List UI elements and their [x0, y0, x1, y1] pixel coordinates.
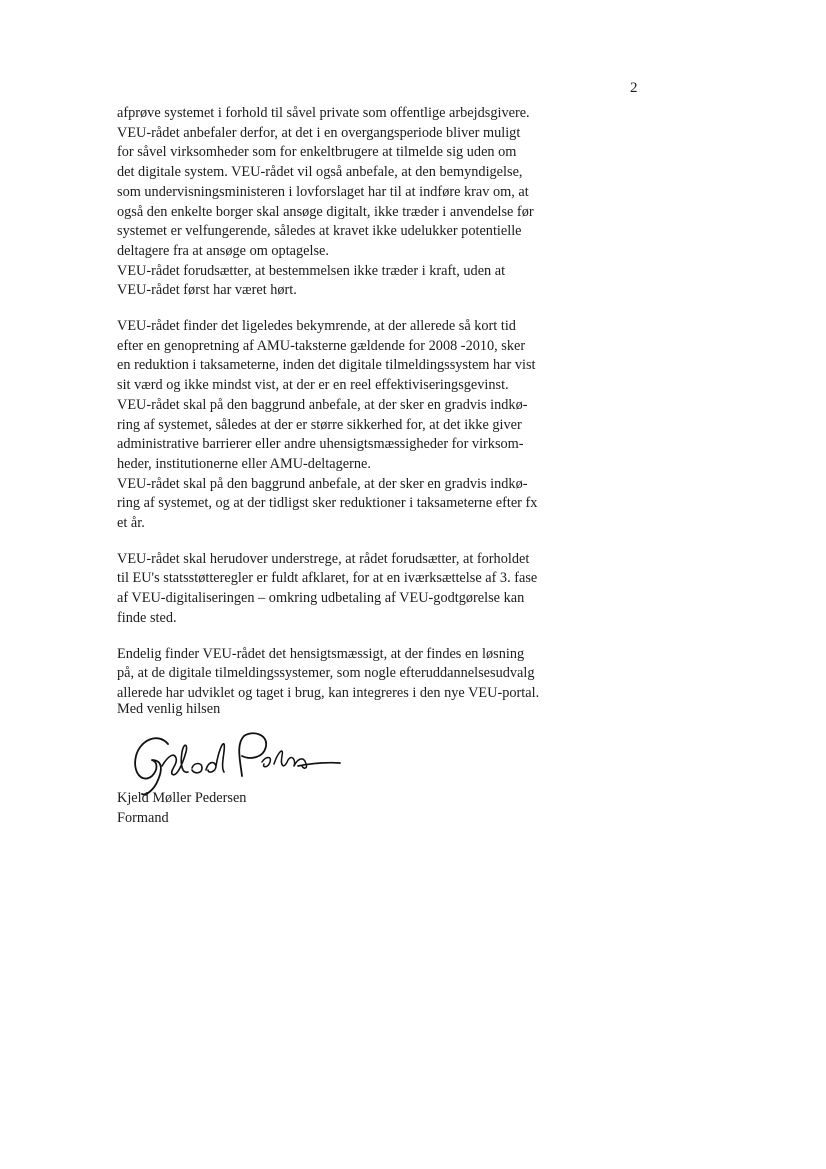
text-line: VEU-rådet anbefaler derfor, at det i en overgangsperiode bliver muligt	[117, 124, 521, 141]
text-line: VEU-rådet skal på den baggrund anbefale, at der sker en gradvis indkø-	[117, 475, 528, 492]
text-line: som undervisningsministeren i lovforslaget har til at indføre krav om, at	[117, 183, 529, 200]
paragraph-gap	[117, 534, 587, 550]
text-line: af VEU-digitaliseringen – omkring udbetaling af VEU-godtgørelse kan	[117, 590, 525, 607]
text-line: sit værd og ikke mindst vist, at der er en reel effektiviseringsgevinst.	[117, 377, 509, 394]
text-line: en reduktion i taksameterne, inden det digitale tilmeldingssystem har vist	[117, 357, 536, 374]
text-line: det digitale system. VEU-rådet vil også anbefale, at den bemyndigelse,	[117, 164, 523, 181]
text-line: heder, institutionerne eller AMU-deltagerne.	[117, 455, 371, 472]
text-line: til EU's statsstøtteregler er fuldt afklaret, for at en iværksættelse af 3. fase	[117, 570, 538, 587]
text-line: deltagere fra at ansøge om optagelse.	[117, 242, 329, 259]
text-line: VEU-rådet forudsætter, at bestemmelsen ikke træder i kraft, uden at	[117, 262, 506, 279]
text-line: på, at de digitale tilmeldingssystemer, som nogle efteruddannelsesudvalg	[117, 665, 535, 682]
text-line: VEU-rådet først har været hørt.	[117, 282, 297, 299]
text-line: for såvel virksomheder som for enkeltbrugere at tilmelde sig uden om	[117, 144, 517, 161]
text-line: ring af systemet, således at der er større sikkerhed for, at det ikke giver	[117, 416, 522, 433]
text-line: VEU-rådet skal herudover understrege, at rådet forudsætter, at forholdet	[117, 550, 530, 567]
text-line: systemet er velfungerende, således at kravet ikke udelukker potentielle	[117, 223, 522, 240]
letter-body	[117, 104, 587, 704]
text-line: VEU-rådet skal på den baggrund anbefale, at der sker en gradvis indkø-	[117, 396, 528, 413]
text-line: ring af systemet, og at der tidligst sker reduktioner i taksameterne efter fx	[117, 495, 538, 512]
text-line: afprøve systemet i forhold til såvel private som offentlige arbejdsgivere.	[117, 105, 530, 121]
signer-name: Kjeld Møller Pedersen	[117, 790, 247, 806]
text-line: også den enkelte borger skal ansøge digitalt, ikke træder i anvendelse før	[117, 203, 534, 220]
text-line: efter en genopretning af AMU-taksterne gældende for 2008 -2010, sker	[117, 337, 526, 354]
page-number: 2	[630, 80, 638, 96]
paragraph	[117, 550, 587, 629]
signer-title: Formand	[117, 809, 169, 826]
signature-block	[117, 789, 246, 828]
text-line: Endelig finder VEU-rådet det hensigtsmæssigt, at der findes en løsning	[117, 645, 525, 662]
paragraph-gap	[117, 301, 587, 317]
paragraph	[117, 104, 587, 301]
text-line: VEU-rådet finder det ligeledes bekymrende, at der allerede så kort tid	[117, 318, 516, 335]
paragraph	[117, 645, 587, 704]
text-line: allerede har udviklet og taget i brug, kan integreres i den nye VEU-portal.	[117, 684, 540, 701]
paragraph-gap	[117, 629, 587, 645]
text-line: administrative barrierer eller andre uhensigtsmæssigheder for virksom-	[117, 436, 524, 453]
handwritten-signature	[128, 726, 343, 798]
paragraph	[117, 317, 587, 534]
closing-salutation: Med venlig hilsen	[117, 701, 221, 717]
text-line: finde sted.	[117, 609, 177, 626]
text-line: et år.	[117, 515, 145, 532]
